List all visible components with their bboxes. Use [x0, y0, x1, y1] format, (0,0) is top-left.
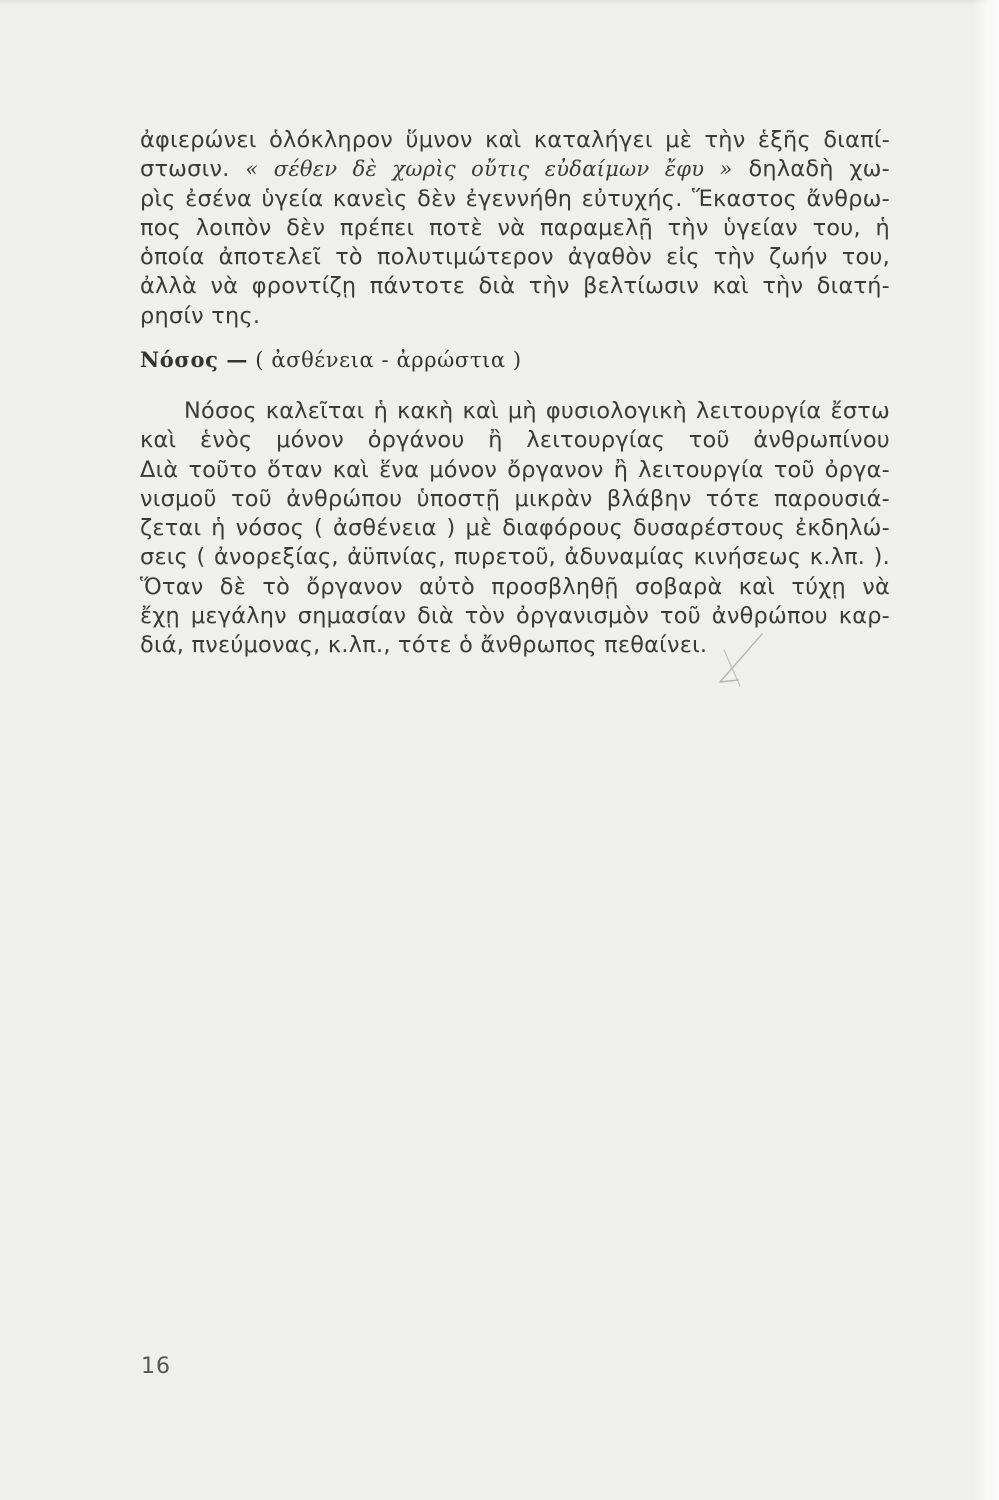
- text-line: ὁποία ἀποτελεῖ τὸ πολυτιμώτερον ἀγαθὸν εἰς τὴν ζωήν του,: [140, 244, 890, 271]
- text-line: ἀλλὰ νὰ φροντίζῃ πάντοτε διὰ τὴν βελτίωσιν καὶ τὴν διατή-: [140, 273, 890, 300]
- section-heading: [140, 347, 522, 372]
- top-edge-shadow: [0, 0, 999, 6]
- text-line: διά, πνεύμονας, κ.λπ., τότε ὁ ἄνθρωπος πεθαίνει.: [140, 632, 708, 659]
- paragraph-disease: [140, 397, 890, 661]
- text-line: νισμοῦ τοῦ ἀνθρώπου ὑποστῇ μικρὰν βλάβην τότε παρουσιά-: [140, 485, 890, 512]
- greek-quote: « σέθεν δὲ χωρὶς οὔτις εὐδαίμων ἔφυ »: [245, 157, 733, 182]
- page-number: 16: [141, 1354, 171, 1379]
- paragraph-health: [140, 126, 890, 331]
- text-line: σεις ( ἀνορεξίας, ἀϋπνίας, πυρετοῦ, ἀδυναμίας κινήσεως κ.λπ. ).: [140, 544, 890, 571]
- text-line: ἔχῃ μεγάλην σημασίαν διὰ τὸν ὀργανισμὸν τοῦ ἀνθρώπου καρ-: [140, 603, 890, 630]
- text-line: ἀφιερώνει ὁλόκληρον ὕμνον καὶ καταλήγει μὲ τὴν ἑξῆς διαπί-: [140, 127, 890, 153]
- text-line: καὶ ἑνὸς μόνον ὀργάνου ἢ λειτουργίας τοῦ ἀνθρωπίνου: [140, 427, 890, 454]
- text-fragment: δηλαδὴ χω-: [748, 156, 890, 183]
- text-line: Ὅταν δὲ τὸ ὄργανον αὐτὸ προσβληθῇ σοβαρὰ καὶ τύχῃ νὰ: [140, 573, 890, 600]
- text-line: πος λοιπὸν δὲν πρέπει ποτὲ νὰ παραμελῇ τὴν ὑγείαν του, ἡ: [140, 214, 890, 241]
- text-line: ρησίν της.: [140, 302, 261, 329]
- heading-title: Νόσος —: [140, 347, 248, 372]
- text-line: ρὶς ἐσένα ὑγεία κανεὶς δὲν ἐγεννήθη εὐτυχής. Ἕκαστος ἄνθρω-: [140, 185, 890, 212]
- text-fragment: στωσιν.: [140, 156, 230, 183]
- text-line: Νόσος καλεῖται ἡ κακὴ καὶ μὴ φυσιολογικὴ λειτουργία ἔστω: [184, 398, 890, 424]
- heading-subtitle: ( ἀσθένεια - ἀρρώστια ): [255, 348, 522, 372]
- text-line: Διὰ τοῦτο ὅταν καὶ ἕνα μόνον ὄργανον ἢ λειτουργία τοῦ ὀργα-: [140, 456, 890, 483]
- page-edge-highlight: [973, 0, 999, 1500]
- text-line: [140, 155, 890, 184]
- pencil-check-mark: [700, 630, 780, 690]
- text-line: ζεται ἡ νόσος ( ἀσθένεια ) μὲ διαφόρους δυσαρέστους ἐκδηλώ-: [140, 515, 890, 542]
